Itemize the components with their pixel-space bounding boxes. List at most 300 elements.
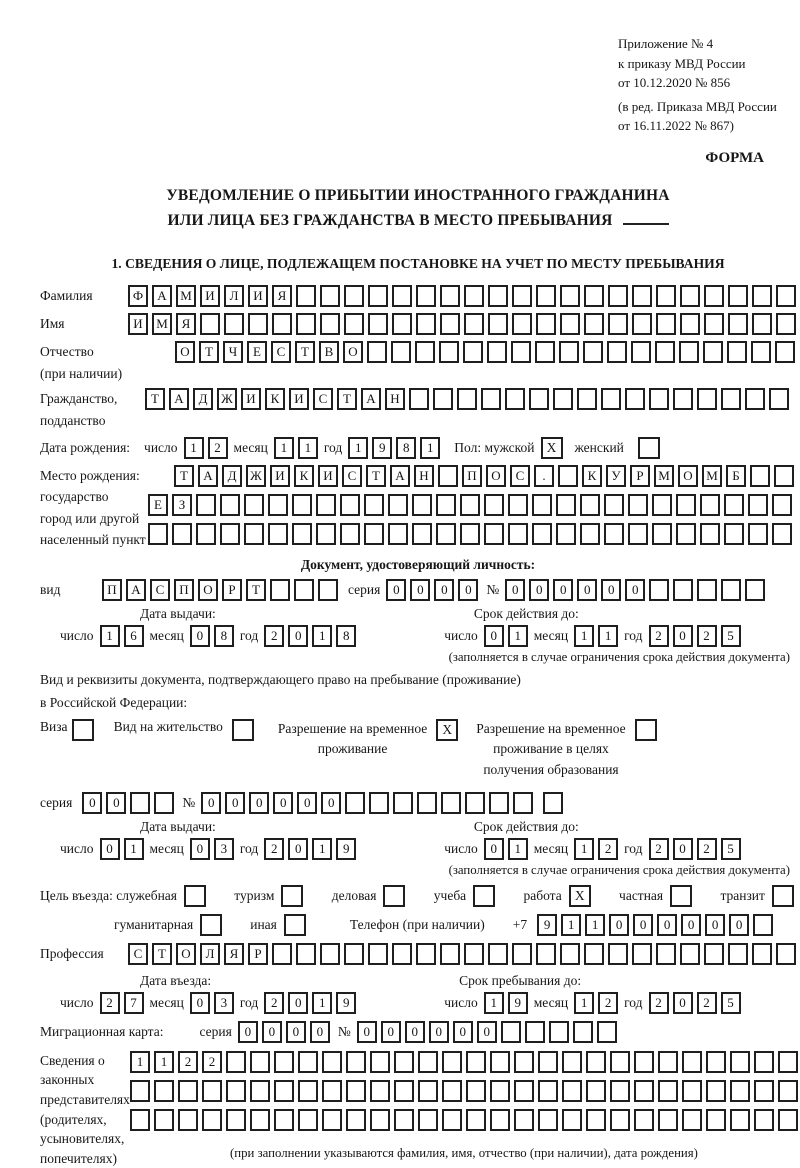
char-cell[interactable]: 1 (348, 437, 368, 459)
char-cell[interactable] (415, 341, 435, 363)
char-cell[interactable] (148, 523, 168, 545)
char-cell[interactable] (583, 341, 603, 363)
char-cell[interactable] (440, 943, 460, 965)
char-cell[interactable]: 0 (673, 625, 693, 647)
char-cell[interactable]: 9 (336, 838, 356, 860)
char-cell[interactable]: 9 (537, 914, 557, 936)
char-cell[interactable] (513, 792, 533, 814)
char-cell[interactable] (553, 388, 573, 410)
char-cell[interactable]: 1 (312, 625, 332, 647)
char-cell[interactable]: 3 (214, 992, 234, 1014)
char-cell[interactable] (562, 1051, 582, 1073)
char-cell[interactable]: 1 (154, 1051, 174, 1073)
char-cell[interactable] (316, 523, 336, 545)
char-cell[interactable]: 0 (190, 992, 210, 1014)
char-cell[interactable]: И (248, 285, 268, 307)
char-cell[interactable]: 0 (553, 579, 573, 601)
char-cell[interactable]: О (678, 465, 698, 487)
char-cell[interactable] (655, 341, 675, 363)
char-cell[interactable]: А (198, 465, 218, 487)
char-cell[interactable] (440, 285, 460, 307)
char-cell[interactable] (178, 1080, 198, 1102)
char-cell[interactable]: 0 (484, 838, 504, 860)
char-cell[interactable] (775, 341, 795, 363)
char-cell[interactable]: 8 (214, 625, 234, 647)
char-cell[interactable] (750, 465, 770, 487)
checkbox-purpose-transit[interactable] (772, 885, 794, 907)
char-cell[interactable] (344, 285, 364, 307)
char-cell[interactable]: Л (224, 285, 244, 307)
char-cell[interactable] (536, 313, 556, 335)
char-cell[interactable]: 0 (288, 625, 308, 647)
char-cell[interactable]: Я (272, 285, 292, 307)
char-cell[interactable] (460, 494, 480, 516)
char-cell[interactable] (369, 792, 389, 814)
char-cell[interactable]: 2 (697, 625, 717, 647)
char-cell[interactable] (250, 1051, 270, 1073)
char-cell[interactable] (562, 1109, 582, 1131)
char-cell[interactable]: 1 (124, 838, 144, 860)
char-cell[interactable] (490, 1080, 510, 1102)
char-cell[interactable] (501, 1021, 521, 1043)
char-cell[interactable]: 0 (297, 792, 317, 814)
char-cell[interactable] (631, 341, 651, 363)
char-cell[interactable]: 0 (625, 579, 645, 601)
char-cell[interactable] (608, 943, 628, 965)
char-cell[interactable]: П (102, 579, 122, 601)
char-cell[interactable] (628, 494, 648, 516)
char-cell[interactable]: 0 (529, 579, 549, 601)
char-cell[interactable]: 0 (100, 838, 120, 860)
char-cell[interactable]: Ч (223, 341, 243, 363)
char-cell[interactable]: 0 (288, 838, 308, 860)
char-cell[interactable] (601, 388, 621, 410)
char-cell[interactable] (418, 1109, 438, 1131)
char-cell[interactable]: З (172, 494, 192, 516)
char-cell[interactable] (409, 388, 429, 410)
char-cell[interactable]: С (313, 388, 333, 410)
char-cell[interactable] (392, 943, 412, 965)
checkbox-purpose-private[interactable] (670, 885, 692, 907)
char-cell[interactable]: О (198, 579, 218, 601)
char-cell[interactable] (417, 792, 437, 814)
char-cell[interactable] (270, 579, 290, 601)
char-cell[interactable] (704, 313, 724, 335)
char-cell[interactable] (464, 943, 484, 965)
char-cell[interactable]: 0 (262, 1021, 282, 1043)
char-cell[interactable]: 5 (721, 838, 741, 860)
char-cell[interactable]: Р (222, 579, 242, 601)
char-cell[interactable] (370, 1109, 390, 1131)
char-cell[interactable]: 1 (585, 914, 605, 936)
char-cell[interactable]: Е (247, 341, 267, 363)
char-cell[interactable] (154, 1109, 174, 1131)
char-cell[interactable]: 0 (286, 1021, 306, 1043)
char-cell[interactable]: Р (630, 465, 650, 487)
char-cell[interactable]: 0 (681, 914, 701, 936)
char-cell[interactable]: С (510, 465, 530, 487)
checkbox-purpose-business[interactable] (383, 885, 405, 907)
char-cell[interactable]: 9 (508, 992, 528, 1014)
checkbox-purpose-humanitarian[interactable] (200, 914, 222, 936)
char-cell[interactable] (753, 914, 773, 936)
char-cell[interactable] (721, 579, 741, 601)
char-cell[interactable]: 0 (577, 579, 597, 601)
char-cell[interactable] (556, 494, 576, 516)
char-cell[interactable]: 2 (264, 992, 284, 1014)
char-cell[interactable]: 0 (609, 914, 629, 936)
char-cell[interactable]: И (128, 313, 148, 335)
char-cell[interactable]: 2 (697, 838, 717, 860)
char-cell[interactable] (346, 1109, 366, 1131)
char-cell[interactable]: 1 (298, 437, 318, 459)
char-cell[interactable] (316, 494, 336, 516)
char-cell[interactable] (274, 1080, 294, 1102)
char-cell[interactable] (490, 1109, 510, 1131)
char-cell[interactable] (464, 313, 484, 335)
char-cell[interactable] (679, 341, 699, 363)
char-cell[interactable]: Т (145, 388, 165, 410)
char-cell[interactable] (439, 341, 459, 363)
char-cell[interactable] (525, 1021, 545, 1043)
char-cell[interactable] (649, 579, 669, 601)
char-cell[interactable]: 7 (124, 992, 144, 1014)
char-cell[interactable] (730, 1109, 750, 1131)
char-cell[interactable] (748, 494, 768, 516)
char-cell[interactable] (172, 523, 192, 545)
char-cell[interactable] (656, 943, 676, 965)
char-cell[interactable] (224, 313, 244, 335)
char-cell[interactable] (676, 523, 696, 545)
char-cell[interactable]: Д (222, 465, 242, 487)
char-cell[interactable] (274, 1109, 294, 1131)
char-cell[interactable]: 0 (505, 579, 525, 601)
char-cell[interactable] (558, 465, 578, 487)
char-cell[interactable] (697, 579, 717, 601)
char-cell[interactable] (776, 943, 796, 965)
char-cell[interactable] (514, 1109, 534, 1131)
char-cell[interactable] (649, 388, 669, 410)
char-cell[interactable]: 0 (633, 914, 653, 936)
char-cell[interactable] (610, 1109, 630, 1131)
char-cell[interactable] (298, 1080, 318, 1102)
char-cell[interactable] (556, 523, 576, 545)
char-cell[interactable]: О (176, 943, 196, 965)
char-cell[interactable] (200, 313, 220, 335)
char-cell[interactable]: О (175, 341, 195, 363)
char-cell[interactable] (748, 523, 768, 545)
char-cell[interactable] (597, 1021, 617, 1043)
char-cell[interactable]: Н (385, 388, 405, 410)
char-cell[interactable] (368, 943, 388, 965)
char-cell[interactable] (724, 523, 744, 545)
char-cell[interactable]: У (606, 465, 626, 487)
char-cell[interactable]: О (486, 465, 506, 487)
checkbox-male[interactable]: X (541, 437, 563, 459)
char-cell[interactable] (745, 579, 765, 601)
char-cell[interactable] (560, 285, 580, 307)
char-cell[interactable]: Л (200, 943, 220, 965)
char-cell[interactable] (532, 494, 552, 516)
char-cell[interactable] (778, 1051, 798, 1073)
char-cell[interactable] (538, 1109, 558, 1131)
char-cell[interactable] (196, 523, 216, 545)
char-cell[interactable] (481, 388, 501, 410)
char-cell[interactable]: К (582, 465, 602, 487)
char-cell[interactable] (226, 1051, 246, 1073)
char-cell[interactable] (394, 1051, 414, 1073)
char-cell[interactable] (560, 313, 580, 335)
char-cell[interactable] (370, 1051, 390, 1073)
char-cell[interactable]: А (169, 388, 189, 410)
char-cell[interactable] (346, 1051, 366, 1073)
char-cell[interactable] (752, 285, 772, 307)
char-cell[interactable] (776, 285, 796, 307)
char-cell[interactable] (604, 523, 624, 545)
char-cell[interactable] (320, 943, 340, 965)
char-cell[interactable]: Ж (217, 388, 237, 410)
char-cell[interactable]: Т (246, 579, 266, 601)
char-cell[interactable] (272, 943, 292, 965)
char-cell[interactable]: О (343, 341, 363, 363)
checkbox-purpose-work[interactable]: X (569, 885, 591, 907)
char-cell[interactable] (728, 943, 748, 965)
char-cell[interactable] (250, 1109, 270, 1131)
char-cell[interactable]: 0 (190, 838, 210, 860)
char-cell[interactable]: 1 (130, 1051, 150, 1073)
char-cell[interactable] (370, 1080, 390, 1102)
char-cell[interactable]: 0 (673, 838, 693, 860)
char-cell[interactable] (154, 792, 174, 814)
char-cell[interactable]: 2 (178, 1051, 198, 1073)
char-cell[interactable]: М (702, 465, 722, 487)
char-cell[interactable] (484, 523, 504, 545)
char-cell[interactable]: 0 (434, 579, 454, 601)
checkbox-purpose-other[interactable] (284, 914, 306, 936)
char-cell[interactable] (466, 1051, 486, 1073)
char-cell[interactable] (573, 1021, 593, 1043)
char-cell[interactable] (441, 792, 461, 814)
char-cell[interactable] (774, 465, 794, 487)
char-cell[interactable] (728, 285, 748, 307)
char-cell[interactable] (438, 465, 458, 487)
char-cell[interactable]: 2 (208, 437, 228, 459)
char-cell[interactable] (730, 1080, 750, 1102)
char-cell[interactable] (706, 1051, 726, 1073)
char-cell[interactable] (682, 1109, 702, 1131)
char-cell[interactable] (393, 792, 413, 814)
char-cell[interactable] (752, 943, 772, 965)
char-cell[interactable]: 2 (264, 838, 284, 860)
char-cell[interactable]: 9 (336, 992, 356, 1014)
char-cell[interactable]: Ж (246, 465, 266, 487)
char-cell[interactable]: 1 (508, 838, 528, 860)
char-cell[interactable]: М (654, 465, 674, 487)
char-cell[interactable]: 0 (106, 792, 126, 814)
char-cell[interactable]: 0 (729, 914, 749, 936)
char-cell[interactable]: И (241, 388, 261, 410)
char-cell[interactable] (244, 494, 264, 516)
char-cell[interactable] (220, 494, 240, 516)
char-cell[interactable] (697, 388, 717, 410)
char-cell[interactable]: 0 (458, 579, 478, 601)
char-cell[interactable] (320, 285, 340, 307)
char-cell[interactable] (658, 1109, 678, 1131)
char-cell[interactable]: 1 (484, 992, 504, 1014)
char-cell[interactable] (508, 494, 528, 516)
char-cell[interactable] (296, 313, 316, 335)
char-cell[interactable] (220, 523, 240, 545)
char-cell[interactable]: 5 (721, 625, 741, 647)
char-cell[interactable]: Т (174, 465, 194, 487)
char-cell[interactable] (512, 943, 532, 965)
char-cell[interactable] (754, 1051, 774, 1073)
char-cell[interactable]: Ф (128, 285, 148, 307)
checkbox-purpose-tourism[interactable] (281, 885, 303, 907)
char-cell[interactable]: 1 (100, 625, 120, 647)
char-cell[interactable] (368, 313, 388, 335)
char-cell[interactable] (130, 1109, 150, 1131)
char-cell[interactable] (388, 523, 408, 545)
char-cell[interactable] (580, 523, 600, 545)
char-cell[interactable] (772, 523, 792, 545)
char-cell[interactable]: Б (726, 465, 746, 487)
char-cell[interactable] (202, 1080, 222, 1102)
char-cell[interactable] (560, 943, 580, 965)
char-cell[interactable]: 0 (484, 625, 504, 647)
char-cell[interactable] (700, 523, 720, 545)
char-cell[interactable]: 0 (405, 1021, 425, 1043)
char-cell[interactable]: 2 (598, 838, 618, 860)
char-cell[interactable] (248, 313, 268, 335)
char-cell[interactable]: 0 (453, 1021, 473, 1043)
char-cell[interactable] (488, 943, 508, 965)
char-cell[interactable] (703, 341, 723, 363)
char-cell[interactable] (536, 285, 556, 307)
char-cell[interactable] (512, 313, 532, 335)
char-cell[interactable] (505, 388, 525, 410)
char-cell[interactable] (682, 1080, 702, 1102)
char-cell[interactable]: 1 (574, 992, 594, 1014)
char-cell[interactable]: Я (224, 943, 244, 965)
char-cell[interactable] (724, 494, 744, 516)
char-cell[interactable] (754, 1080, 774, 1102)
char-cell[interactable] (202, 1109, 222, 1131)
char-cell[interactable] (322, 1080, 342, 1102)
char-cell[interactable] (392, 313, 412, 335)
char-cell[interactable] (706, 1109, 726, 1131)
char-cell[interactable] (680, 313, 700, 335)
char-cell[interactable]: А (152, 285, 172, 307)
char-cell[interactable]: 1 (561, 914, 581, 936)
char-cell[interactable]: Т (199, 341, 219, 363)
char-cell[interactable] (226, 1080, 246, 1102)
char-cell[interactable] (634, 1080, 654, 1102)
char-cell[interactable] (535, 341, 555, 363)
char-cell[interactable]: 1 (420, 437, 440, 459)
char-cell[interactable]: 2 (202, 1051, 222, 1073)
char-cell[interactable]: Я (176, 313, 196, 335)
char-cell[interactable]: И (289, 388, 309, 410)
char-cell[interactable] (652, 494, 672, 516)
char-cell[interactable] (488, 313, 508, 335)
char-cell[interactable]: А (390, 465, 410, 487)
char-cell[interactable]: 2 (697, 992, 717, 1014)
char-cell[interactable] (562, 1080, 582, 1102)
char-cell[interactable]: 6 (124, 625, 144, 647)
char-cell[interactable]: А (361, 388, 381, 410)
char-cell[interactable] (416, 285, 436, 307)
char-cell[interactable] (340, 523, 360, 545)
char-cell[interactable] (460, 523, 480, 545)
char-cell[interactable] (457, 388, 477, 410)
char-cell[interactable]: 1 (184, 437, 204, 459)
char-cell[interactable] (226, 1109, 246, 1131)
char-cell[interactable]: 2 (649, 625, 669, 647)
char-cell[interactable] (538, 1080, 558, 1102)
char-cell[interactable] (320, 313, 340, 335)
char-cell[interactable]: 0 (249, 792, 269, 814)
char-cell[interactable]: 2 (649, 992, 669, 1014)
char-cell[interactable] (751, 341, 771, 363)
char-cell[interactable] (584, 943, 604, 965)
char-cell[interactable] (508, 523, 528, 545)
char-cell[interactable]: 0 (82, 792, 102, 814)
char-cell[interactable]: 0 (477, 1021, 497, 1043)
char-cell[interactable]: 0 (225, 792, 245, 814)
char-cell[interactable]: . (534, 465, 554, 487)
char-cell[interactable]: 0 (657, 914, 677, 936)
checkbox-edu-permit[interactable] (635, 719, 657, 741)
char-cell[interactable]: С (342, 465, 362, 487)
char-cell[interactable]: П (462, 465, 482, 487)
char-cell[interactable] (178, 1109, 198, 1131)
char-cell[interactable] (490, 1051, 510, 1073)
char-cell[interactable] (656, 285, 676, 307)
char-cell[interactable]: 0 (386, 579, 406, 601)
char-cell[interactable]: 8 (396, 437, 416, 459)
char-cell[interactable]: 1 (312, 992, 332, 1014)
char-cell[interactable]: Е (148, 494, 168, 516)
char-cell[interactable] (296, 943, 316, 965)
char-cell[interactable]: 2 (649, 838, 669, 860)
char-cell[interactable]: 0 (201, 792, 221, 814)
char-cell[interactable] (416, 943, 436, 965)
char-cell[interactable] (412, 523, 432, 545)
char-cell[interactable] (778, 1080, 798, 1102)
char-cell[interactable] (488, 285, 508, 307)
char-cell[interactable]: 2 (264, 625, 284, 647)
char-cell[interactable]: С (271, 341, 291, 363)
char-cell[interactable]: 1 (312, 838, 332, 860)
char-cell[interactable] (318, 579, 338, 601)
char-cell[interactable] (529, 388, 549, 410)
char-cell[interactable] (268, 523, 288, 545)
char-cell[interactable] (680, 285, 700, 307)
char-cell[interactable] (250, 1080, 270, 1102)
char-cell[interactable] (484, 494, 504, 516)
char-cell[interactable]: 0 (321, 792, 341, 814)
char-cell[interactable] (754, 1109, 774, 1131)
char-cell[interactable] (466, 1080, 486, 1102)
char-cell[interactable] (340, 494, 360, 516)
char-cell[interactable] (345, 792, 365, 814)
char-cell[interactable] (610, 1080, 630, 1102)
checkbox-female[interactable] (638, 437, 660, 459)
char-cell[interactable] (391, 341, 411, 363)
char-cell[interactable]: 0 (288, 992, 308, 1014)
char-cell[interactable] (673, 388, 693, 410)
